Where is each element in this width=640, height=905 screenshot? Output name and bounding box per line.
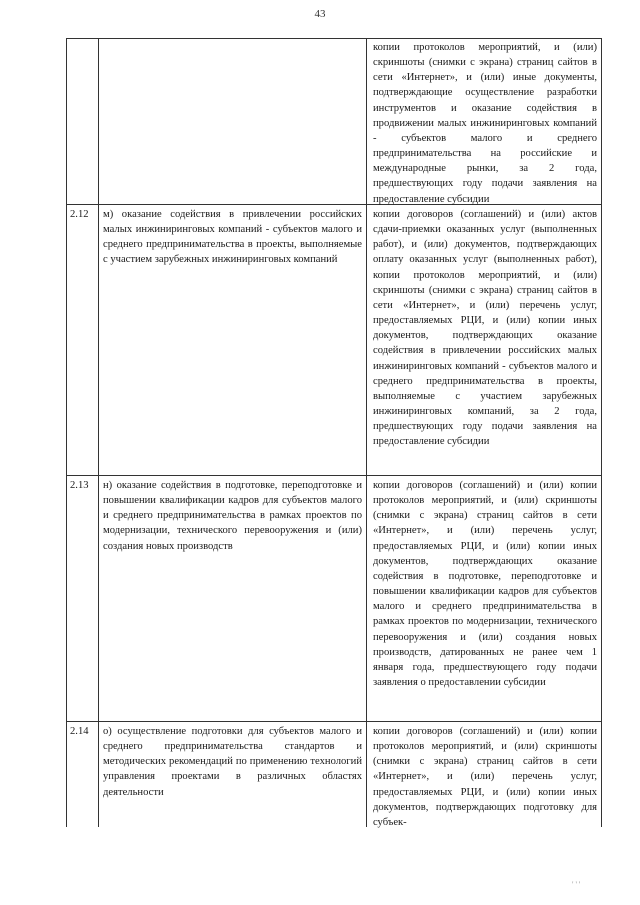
documents-cell: копии протоколов мероприятий, и (или) скриншоты (снимки с экрана) страниц сайтов в сети «Интернет», и (или) иные документы, подтверждающие осуществление разработки инструментов и оказание содействия в продвижении малых инжиниринговых компаний - субъектов малого и среднего предпринимательства на российские и международные рынки, за 2 года, предшествующих году подачи заявления на предоставление субсидии	[373, 42, 597, 205]
documents-cell: копии договоров (соглашений) и (или) актов сдачи-приемки оказанных услуг (выполненных работ), и (или) документов, подтверждающих оплату оказанных услуг (выполненных работ), копии протоколов мероприятий, и (или) скриншоты (снимки с экрана) страниц сайтов в сети «Интернет», и (или) перечень услуг, предоставляемых РЦИ, и (или) копии иных документов, подтверждающих оказание содействия в привлечении российских малых инжиниринговых компаний - субъектов малого и среднего предпринимательства в проекты, выполняемые с участием зарубежных инжиниринговых компаний, за 2 года, предшествующих году подачи заявления на предоставление субсидии	[373, 209, 597, 448]
row-number: 2.12	[70, 209, 89, 220]
documents-cell: копии договоров (соглашений) и (или) копии протоколов мероприятий, и (или) скриншоты (снимки с экрана) страниц сайтов в сети «Интернет», и (или) перечень услуг, предоставляемых РЦИ, и (или) копии иных документов, подтверждающих подготовку для субъек-	[373, 726, 597, 828]
documents-cell: копии договоров (соглашений) и (или) копии протоколов мероприятий, и (или) скриншоты (снимки с экрана) страниц сайтов в сети «Интернет», и (или) перечень услуг, предоставляемых РЦИ, и (или) копии иных документов, подтверждающих оказание содействия в подготовке, переподготовке и повышении квалификации кадров для субъектов малого и среднего предпринимательства в рамках проектов по модернизации, технического перевооружения и (или) создания новых производств, датированных не ранее чем 1 января года, предшествующего году подачи заявления о предоставлении субсидии	[373, 480, 597, 689]
description-cell: о) осуществление подготовки для субъектов малого и среднего предпринимательства стандартов и методических рекомендаций по применению технологий управления проектами в различных областях деятельности	[103, 726, 362, 798]
row-number: 2.14	[70, 726, 89, 737]
description-cell: м) оказание содействия в привлечении российских малых инжиниринговых компаний - субъектов малого и среднего предпринимательства в проекты, выполняемые с участием зарубежных инжиниринговых компаний	[103, 209, 362, 266]
page-number: 43	[314, 8, 326, 20]
row-number: 2.13	[70, 480, 89, 491]
description-cell: н) оказание содействия в подготовке, переподготовке и повышении квалификации кадров для субъектов малого и среднего предпринимательства в рамках проектов по модернизации, технического перевооружения и (или) создания новых производств	[103, 480, 362, 552]
scan-mark: ' ' '	[572, 880, 581, 889]
